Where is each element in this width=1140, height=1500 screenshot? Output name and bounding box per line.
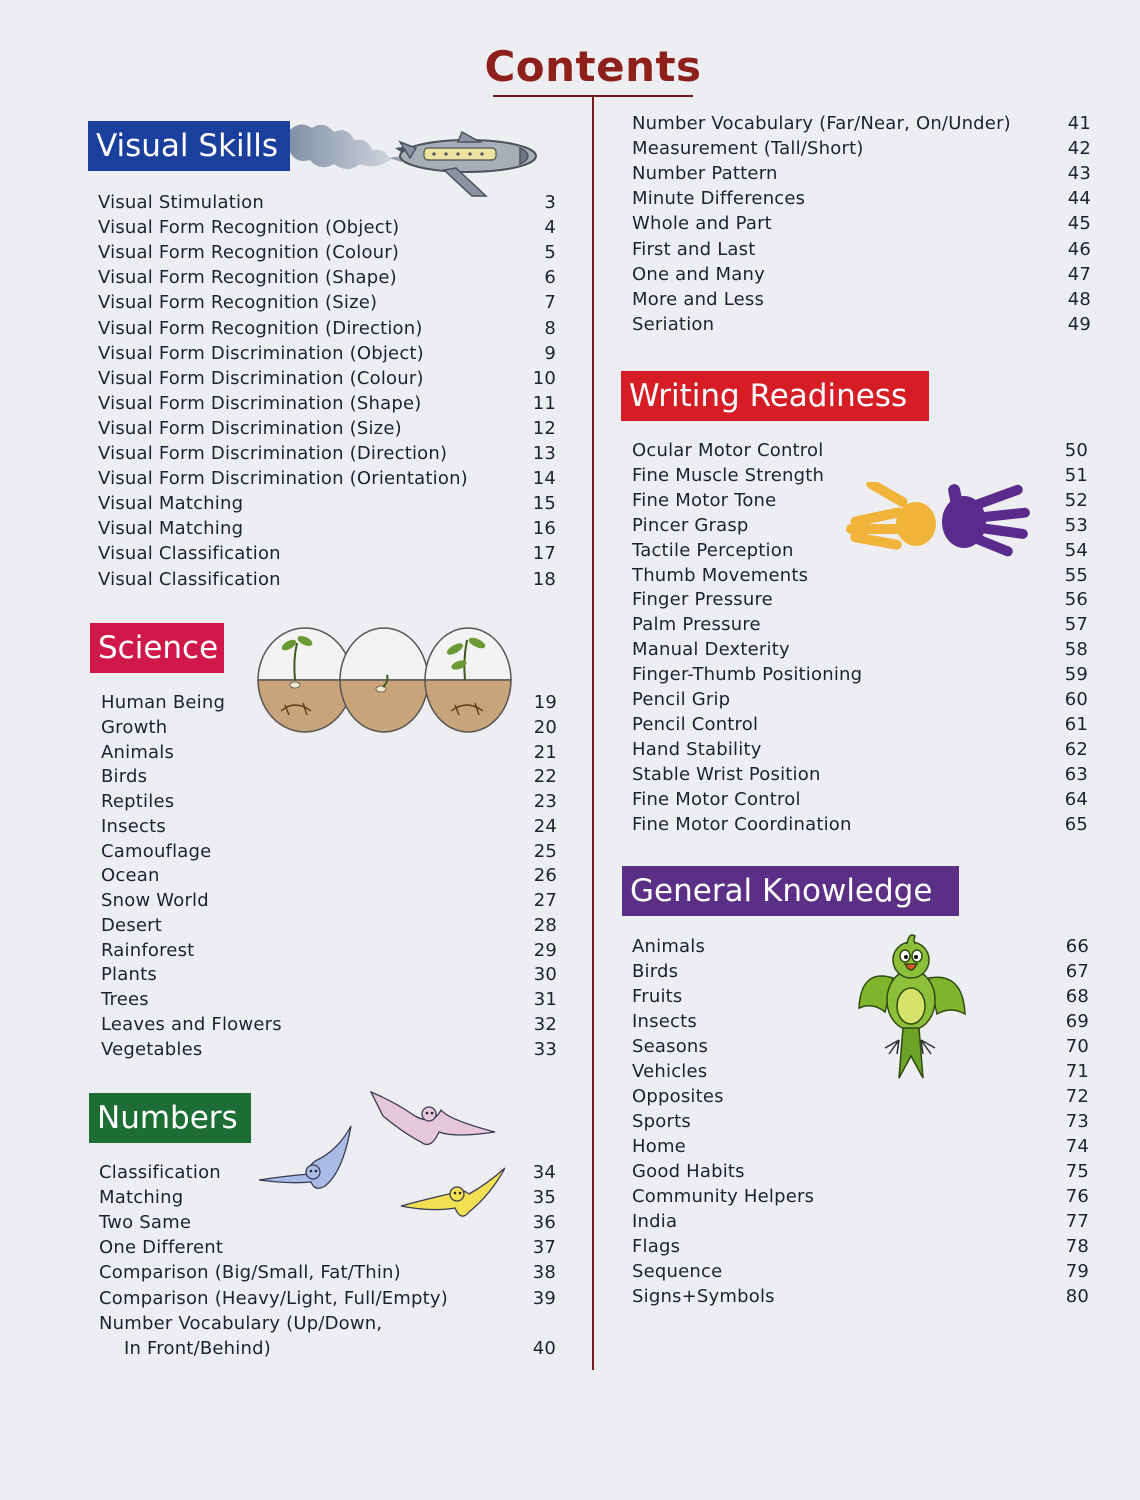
entry-page-number: 57: [1064, 614, 1088, 636]
entry-page-number: 36: [532, 1212, 556, 1234]
entry-page-number: 45: [1067, 213, 1091, 235]
section-heading-science: Science: [90, 623, 224, 673]
contents-entry: [632, 136, 1091, 161]
entry-label: One Different: [99, 1237, 224, 1259]
column-divider: [592, 97, 594, 1370]
contents-entry: [632, 687, 1088, 712]
contents-entry: [98, 290, 556, 315]
entry-page-number: 19: [533, 692, 557, 713]
entry-page-number: 35: [532, 1187, 556, 1209]
entry-page-number: 42: [1067, 138, 1091, 160]
entry-page-number: 51: [1064, 464, 1088, 486]
entry-label: India: [632, 1211, 678, 1232]
section-heading-numbers: Numbers: [89, 1093, 251, 1143]
entry-label: Plants: [101, 964, 157, 986]
entry-label: Matching: [99, 1187, 184, 1209]
contents-entry: [632, 237, 1091, 262]
entry-page-number: 10: [532, 367, 556, 389]
contents-entry: [632, 587, 1088, 612]
entry-label: Birds: [632, 961, 679, 982]
entry-page-number: 78: [1065, 1236, 1089, 1257]
contents-entry: [99, 1311, 556, 1336]
entry-label: Desert: [101, 914, 163, 936]
entry-label: Vehicles: [632, 1061, 708, 1082]
entry-page-number: 70: [1065, 1036, 1089, 1057]
entry-page-number: 43: [1067, 163, 1091, 185]
entry-label: Flags: [632, 1236, 681, 1257]
entry-label: Animals: [632, 936, 706, 957]
plant-growth-illustration: [255, 625, 515, 735]
entry-label: Seriation: [632, 313, 715, 335]
entry-label: Visual Form Recognition (Size): [98, 292, 378, 314]
entry-label: Home: [632, 1136, 686, 1157]
entry-label: Number Vocabulary (Up/Down,: [99, 1312, 383, 1334]
entry-label: Minute Differences: [632, 188, 806, 210]
entry-page-number: 68: [1065, 986, 1089, 1007]
entry-page-number: 69: [1065, 1011, 1089, 1032]
entry-label: In Front/Behind): [124, 1337, 271, 1359]
contents-entry: [632, 812, 1088, 837]
contents-entry: [98, 316, 556, 341]
entry-page-number: 41: [1067, 113, 1091, 134]
entry-label: Fine Motor Control: [632, 788, 801, 810]
contents-entry: [632, 287, 1091, 312]
entry-page-number: 66: [1065, 936, 1089, 957]
entry-label: Measurement (Tall/Short): [632, 138, 864, 160]
entry-label: Fine Muscle Strength: [632, 464, 825, 486]
entry-page-number: 52: [1064, 489, 1088, 511]
entry-label: Classification: [99, 1162, 221, 1183]
contents-entry: [101, 962, 557, 987]
entry-label: Visual Matching: [98, 493, 244, 515]
entry-page-number: 27: [533, 890, 557, 911]
section-heading-visual-skills: Visual Skills: [88, 121, 290, 171]
entry-label: Visual Matching: [98, 518, 244, 540]
entry-label: Growth: [101, 716, 168, 738]
entry-page-number: 71: [1065, 1061, 1089, 1082]
entry-page-number: 67: [1065, 961, 1089, 982]
entry-page-number: 13: [532, 443, 556, 464]
entry-page-number: 26: [533, 865, 557, 887]
entry-label: First and Last: [632, 238, 756, 260]
entry-label: Comparison (Heavy/Light, Full/Empty): [99, 1287, 448, 1309]
contents-entry: [632, 1259, 1089, 1284]
contents-entry: [632, 438, 1088, 463]
entry-page-number: 48: [1067, 288, 1091, 310]
entry-page-number: 31: [533, 989, 557, 1010]
contents-entry: [632, 762, 1088, 787]
entry-label: Community Helpers: [632, 1186, 815, 1207]
contents-entry: [632, 1234, 1089, 1259]
entry-label: Rainforest: [101, 939, 195, 961]
entry-page-number: 5: [544, 242, 556, 264]
entry-label: Ocean: [101, 865, 160, 887]
entry-label: Reptiles: [101, 791, 175, 812]
contents-entry: [99, 1235, 556, 1260]
contents-entry: [632, 1084, 1089, 1109]
entry-label: Pincer Grasp: [632, 514, 749, 536]
contents-entry: [632, 662, 1088, 687]
entry-label: Finger Pressure: [632, 589, 773, 611]
entry-label: Tactile Perception: [632, 539, 794, 561]
entry-page-number: 60: [1064, 689, 1088, 710]
entry-label: Opposites: [632, 1086, 724, 1107]
entry-label: Birds: [101, 766, 148, 788]
contents-entry: [98, 541, 556, 566]
contents-entry: [101, 913, 557, 938]
entry-page-number: 74: [1065, 1136, 1089, 1157]
contents-entry: [101, 888, 557, 913]
contents-entry: [632, 186, 1091, 211]
entry-label: Visual Form Discrimination (Direction): [98, 443, 448, 464]
entry-label: Visual Form Discrimination (Size): [98, 417, 402, 439]
entry-label: Visual Form Recognition (Colour): [98, 242, 400, 264]
entry-page-number: 8: [544, 317, 556, 339]
entry-label: Visual Form Discrimination (Colour): [98, 367, 424, 389]
entry-label: Fruits: [632, 986, 683, 1007]
entry-page-number: 6: [544, 267, 556, 289]
entry-page-number: 14: [532, 468, 556, 490]
entry-page-number: 33: [533, 1038, 557, 1060]
entry-label: More and Less: [632, 288, 765, 310]
entry-label: Comparison (Big/Small, Fat/Thin): [99, 1262, 401, 1284]
contents-entry: [101, 764, 557, 789]
entry-page-number: 9: [544, 342, 556, 364]
entry-label: Sports: [632, 1111, 691, 1132]
entry-page-number: 44: [1067, 188, 1091, 210]
contents-entry: [101, 1037, 557, 1062]
entry-label: Fine Motor Tone: [632, 489, 777, 511]
contents-entry: [632, 211, 1091, 236]
entry-page-number: 12: [532, 417, 556, 439]
contents-entry: [632, 787, 1088, 812]
entry-page-number: 55: [1064, 564, 1088, 586]
entry-label: Palm Pressure: [632, 614, 761, 636]
entry-page-number: 15: [532, 493, 556, 515]
contents-entry: [124, 1336, 556, 1361]
entry-label: Thumb Movements: [632, 564, 809, 586]
contents-entry: [632, 262, 1091, 287]
contents-entry: [98, 391, 556, 416]
contents-entry: [98, 416, 556, 441]
entry-label: Animals: [101, 741, 175, 763]
entry-page-number: 59: [1064, 664, 1088, 686]
entry-page-number: 25: [533, 840, 557, 862]
entry-label: Snow World: [101, 890, 209, 911]
entry-page-number: 21: [533, 741, 557, 763]
entry-page-number: 17: [532, 543, 556, 565]
entry-page-number: 32: [533, 1013, 557, 1035]
contents-entry: [101, 863, 557, 888]
entry-page-number: 34: [532, 1162, 556, 1183]
contents-entry: [632, 1209, 1089, 1234]
section-heading-writing-readiness: Writing Readiness: [621, 371, 929, 421]
contents-entry: [632, 161, 1091, 186]
handprints-illustration: [842, 482, 1032, 558]
flying-birds-illustration: [255, 1086, 505, 1236]
entry-page-number: 38: [532, 1262, 556, 1284]
entry-label: Visual Form Recognition (Direction): [98, 317, 423, 339]
entry-page-number: 75: [1065, 1161, 1089, 1182]
entry-page-number: 63: [1064, 763, 1088, 785]
entry-label: Manual Dexterity: [632, 639, 790, 661]
entry-label: Visual Form Discrimination (Orientation): [98, 468, 468, 490]
entry-label: Visual Form Recognition (Shape): [98, 267, 397, 289]
entry-label: Stable Wrist Position: [632, 763, 821, 785]
entry-page-number: 16: [532, 518, 556, 540]
entry-label: Number Vocabulary (Far/Near, On/Under): [632, 113, 1011, 134]
contents-entry: [632, 637, 1088, 662]
entry-label: Leaves and Flowers: [101, 1013, 282, 1035]
entry-page-number: 80: [1065, 1286, 1089, 1307]
entry-label: Two Same: [99, 1212, 192, 1234]
entry-page-number: 73: [1065, 1111, 1089, 1132]
contents-entry: [101, 987, 557, 1012]
contents-entry: [632, 1284, 1089, 1309]
entry-page-number: 7: [544, 292, 556, 314]
parrot-illustration: [855, 928, 970, 1086]
entry-page-number: 20: [533, 716, 557, 738]
entry-page-number: 56: [1064, 589, 1088, 611]
entry-label: Camouflage: [101, 840, 212, 862]
contents-entry: [632, 1109, 1089, 1134]
contents-entry: [98, 215, 556, 240]
entry-page-number: 24: [533, 815, 557, 837]
contents-entry: [99, 1286, 556, 1311]
entry-page-number: 11: [532, 392, 556, 414]
entry-page-number: 50: [1064, 440, 1088, 461]
entry-label: One and Many: [632, 263, 765, 285]
contents-entry: [101, 814, 557, 839]
entry-page-number: 76: [1065, 1186, 1089, 1207]
contents-entry: [632, 111, 1091, 136]
entry-page-number: 58: [1064, 639, 1088, 661]
contents-entry: [98, 567, 556, 592]
contents-entry: [632, 1134, 1089, 1159]
contents-entry: [101, 1012, 557, 1037]
entry-page-number: 62: [1064, 738, 1088, 760]
entry-label: Signs+Symbols: [632, 1286, 775, 1307]
entry-label: Trees: [101, 989, 149, 1010]
entry-page-number: 47: [1067, 263, 1091, 285]
entry-label: Visual Classification: [98, 568, 281, 590]
contents-entry: [632, 1184, 1089, 1209]
contents-entry: [632, 612, 1088, 637]
entry-page-number: 49: [1067, 313, 1091, 335]
entry-label: Visual Form Discrimination (Object): [98, 342, 424, 364]
entry-page-number: 61: [1064, 713, 1088, 735]
entry-label: Pencil Grip: [632, 689, 731, 710]
entry-page-number: 37: [532, 1237, 556, 1259]
entry-page-number: 3: [544, 192, 556, 213]
entry-page-number: 64: [1064, 788, 1088, 810]
contents-entry: [632, 1159, 1089, 1184]
entry-page-number: 39: [532, 1287, 556, 1309]
entry-label: Number Pattern: [632, 163, 778, 185]
entry-label: Seasons: [632, 1036, 709, 1057]
entry-label: Hand Stability: [632, 738, 762, 760]
contents-entry: [632, 737, 1088, 762]
entry-label: Visual Classification: [98, 543, 281, 565]
contents-entry: [98, 341, 556, 366]
entry-label: Visual Form Discrimination (Shape): [98, 392, 422, 414]
contents-entry: [632, 312, 1091, 337]
contents-entry: [101, 740, 557, 765]
airplane-icon: [290, 118, 540, 203]
entry-page-number: 18: [532, 568, 556, 590]
entry-page-number: 54: [1064, 539, 1088, 561]
entry-label: Insects: [632, 1011, 697, 1032]
contents-entry: [101, 839, 557, 864]
entry-page-number: 72: [1065, 1086, 1089, 1107]
entry-label: Pencil Control: [632, 713, 759, 735]
entry-page-number: 29: [533, 939, 557, 961]
entry-label: Fine Motor Coordination: [632, 813, 852, 835]
contents-entry: [98, 491, 556, 516]
entry-label: Whole and Part: [632, 213, 772, 235]
contents-entry: [98, 441, 556, 466]
contents-entry: [101, 789, 557, 814]
entry-page-number: 40: [532, 1337, 556, 1359]
entry-page-number: 65: [1064, 813, 1088, 835]
entry-page-number: 23: [533, 791, 557, 812]
contents-entry: [98, 466, 556, 491]
entry-label: Visual Form Recognition (Object): [98, 217, 400, 239]
contents-entry: [101, 938, 557, 963]
entry-page-number: 28: [533, 914, 557, 936]
contents-entry: [632, 712, 1088, 737]
page-title: Contents: [484, 42, 702, 91]
contents-entry: [98, 240, 556, 265]
entry-label: Insects: [101, 815, 166, 837]
contents-entry: [632, 563, 1088, 588]
contents-entry: [98, 265, 556, 290]
contents-entry: [98, 516, 556, 541]
entry-page-number: 53: [1064, 514, 1088, 536]
entry-label: Sequence: [632, 1261, 723, 1282]
entry-label: Visual Stimulation: [98, 192, 264, 213]
entry-page-number: 30: [533, 964, 557, 986]
entry-label: Ocular Motor Control: [632, 440, 824, 461]
entry-label: Vegetables: [101, 1038, 203, 1060]
entry-label: Finger-Thumb Positioning: [632, 664, 863, 686]
entry-page-number: 79: [1065, 1261, 1089, 1282]
section-heading-general-knowledge: General Knowledge: [622, 866, 959, 916]
entry-label: Human Being: [101, 692, 226, 713]
entry-page-number: 77: [1065, 1211, 1089, 1232]
entry-label: Good Habits: [632, 1161, 745, 1182]
entry-page-number: 22: [533, 766, 557, 788]
entry-page-number: 4: [544, 217, 556, 239]
entry-page-number: 46: [1067, 238, 1091, 260]
contents-entry: [98, 366, 556, 391]
contents-entry: [99, 1260, 556, 1285]
